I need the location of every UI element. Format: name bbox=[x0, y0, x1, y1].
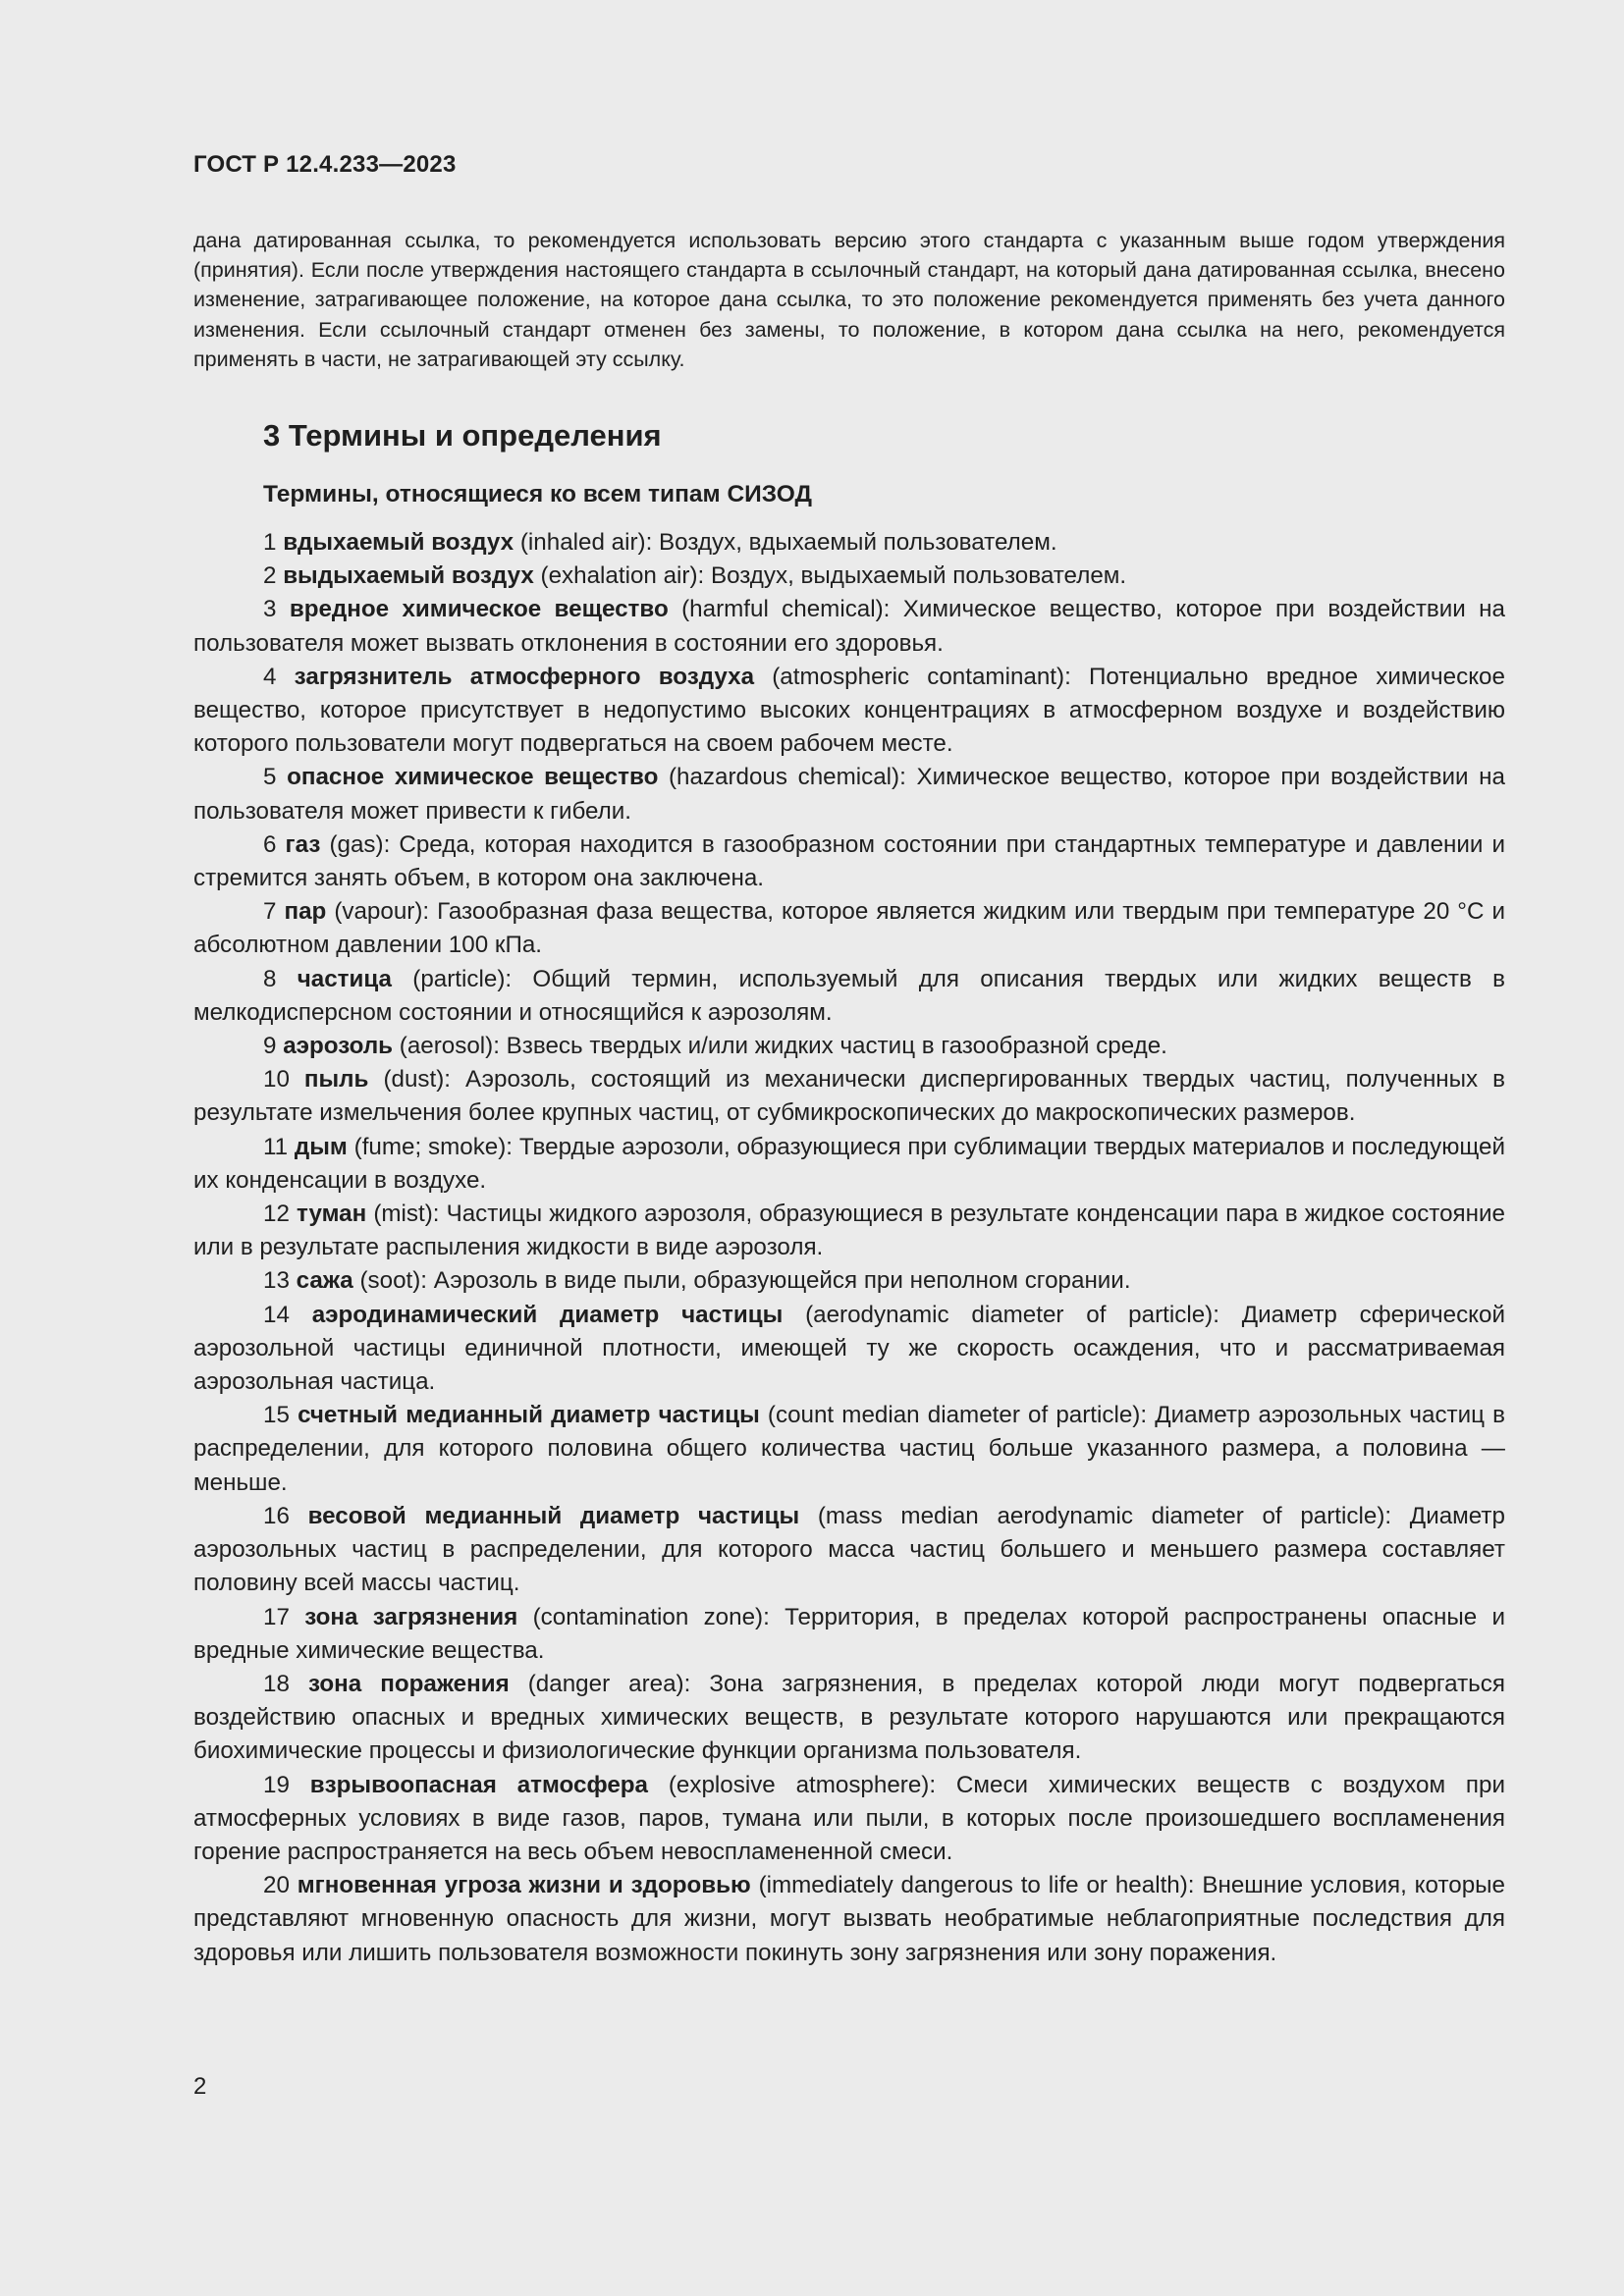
term-entry bbox=[193, 1030, 1505, 1063]
term-definition: (mass median aerodynamic diameter of particle): Диаметр аэрозольных частиц в распределении, для которого масса частиц большего и меньшего размера составляет половину всей массы частиц. bbox=[193, 1502, 1505, 1597]
term-number: 4 bbox=[263, 663, 277, 690]
term-number: 2 bbox=[263, 562, 277, 590]
term-number: 7 bbox=[263, 898, 277, 926]
term-definition: (atmospheric contaminant): Потенциально вредное химическое вещество, которое присутствует в недопустимо высоких концентрациях в атмосферном воздухе и воздействию которого пользователи могут подвергаться на своем рабочем месте. bbox=[193, 663, 1505, 758]
term-definition: (particle): Общий термин, используемый для описания твердых или жидких веществ в мелкодисперсном состоянии и относящийся к аэрозолям. bbox=[193, 965, 1505, 1026]
term-entry bbox=[193, 895, 1505, 962]
term-definition: (explosive atmosphere): Смеси химических веществ с воздухом при атмосферных условиях в виде газов, паров, тумана или пыли, в которых после произошедшего воспламенения горение распространяется на весь объем невоспламененной смеси. bbox=[193, 1771, 1505, 1865]
term-number: 8 bbox=[263, 965, 277, 992]
term-name: пыль bbox=[303, 1066, 369, 1094]
term-name: счетный медианный диаметр частицы bbox=[298, 1402, 760, 1429]
term-number: 3 bbox=[263, 596, 277, 623]
term-name: вдыхаемый воздух bbox=[283, 529, 514, 556]
term-name: опасное химическое вещество bbox=[287, 764, 659, 791]
term-entry bbox=[193, 1500, 1505, 1601]
term-entry bbox=[193, 1668, 1505, 1769]
term-number: 17 bbox=[263, 1603, 290, 1630]
term-name: взрывоопасная атмосфера bbox=[309, 1771, 648, 1798]
term-name: зона поражения bbox=[307, 1670, 510, 1697]
term-name: сажа bbox=[296, 1267, 353, 1295]
section-title: 3 Термины и определения bbox=[263, 418, 662, 453]
term-name: загрязнитель атмосферного воздуха bbox=[294, 663, 755, 690]
term-entry bbox=[193, 1299, 1505, 1400]
standard-id-header: ГОСТ Р 12.4.233—2023 bbox=[193, 151, 457, 178]
term-name: туман bbox=[297, 1201, 367, 1228]
term-entry bbox=[193, 593, 1505, 660]
term-entry bbox=[193, 560, 1505, 593]
term-name: газ bbox=[285, 830, 321, 858]
term-name: мгновенная угроза жизни и здоровью bbox=[297, 1872, 751, 1899]
term-definition: (vapour): Газообразная фаза вещества, которое является жидким или твердым при температуре 20 °С и абсолютном давлении 100 кПа. bbox=[193, 898, 1505, 959]
term-name: частица bbox=[297, 965, 393, 992]
term-name: аэродинамический диаметр частицы bbox=[311, 1301, 784, 1328]
term-definition: (soot): Аэрозоль в виде пыли, образующейся при неполном сгорании. bbox=[359, 1267, 1131, 1295]
term-entry bbox=[193, 1264, 1505, 1298]
term-entry bbox=[193, 1869, 1505, 1970]
term-entry bbox=[193, 1601, 1505, 1668]
term-name: дым bbox=[294, 1133, 348, 1160]
term-definition: (immediately dangerous to life or health): Внешние условия, которые представляют мгновенную опасность для жизни, могут вызвать необратимые неблагоприятные последствия для здоровья или лишить пользователя возможности покинуть зону загрязнения или зону поражения. bbox=[193, 1872, 1505, 1966]
term-definition: (contamination zone): Территория, в пределах которой распространены опасные и вредные химические вещества. bbox=[193, 1603, 1505, 1664]
intro-paragraph: дана датированная ссылка, то рекомендуется использовать версию этого стандарта с указанным выше годом утверждения (принятия). Если после утверждения настоящего стандарта в ссылочный стандарт, на который дана датированная ссылка, внесено изменение, затрагивающее положение, на которое дана ссылка, то это положение рекомендуется применять без учета данного изменения. Если ссылочный стандарт отменен без замены, то положение, в котором дана ссылка на него, рекомендуется применять в части, не затрагивающей эту ссылку. bbox=[193, 229, 1505, 371]
term-entry bbox=[193, 963, 1505, 1030]
term-number: 1 bbox=[263, 529, 277, 556]
term-number: 5 bbox=[263, 764, 277, 791]
term-entry bbox=[193, 761, 1505, 828]
term-name: выдыхаемый воздух bbox=[283, 562, 534, 590]
term-entry bbox=[193, 1399, 1505, 1500]
term-definition: (fume; smoke): Твердые аэрозоли, образующиеся при сублимации твердых материалов и последующей их конденсации в воздухе. bbox=[193, 1133, 1505, 1194]
term-number: 10 bbox=[263, 1066, 290, 1094]
term-entry bbox=[193, 1063, 1505, 1130]
term-entry bbox=[193, 828, 1505, 895]
term-number: 13 bbox=[263, 1267, 290, 1295]
term-number: 6 bbox=[263, 830, 277, 858]
term-name: пар bbox=[284, 898, 327, 926]
term-definition: (hazardous chemical): Химическое вещество, которое при воздействии на пользователя может привести к гибели. bbox=[193, 764, 1505, 825]
term-definition: (inhaled air): Воздух, вдыхаемый пользователем. bbox=[519, 529, 1057, 556]
term-definition: (harmful chemical): Химическое вещество, которое при воздействии на пользователя может вызвать отклонения в состоянии его здоровья. bbox=[193, 596, 1505, 657]
term-name: аэрозоль bbox=[283, 1033, 394, 1060]
term-definition: (danger area): Зона загрязнения, в пределах которой люди могут подвергаться воздействию опасных и вредных химических веществ, в результате которого нарушаются или прекращаются биохимические процессы и физиологические функции организма пользователя. bbox=[193, 1670, 1505, 1765]
term-name: зона загрязнения bbox=[304, 1603, 518, 1630]
page-number: 2 bbox=[193, 2073, 207, 2100]
term-definition: (dust): Аэрозоль, состоящий из механически диспергированных твердых частиц, полученных в результате измельчения более крупных частиц, от субмикроскопических до макроскопических размеров. bbox=[193, 1066, 1505, 1127]
term-definition: (count median diameter of particle): Диаметр аэрозольных частиц в распределении, для которого половина общего количества частиц больше указанного размера, а половина — меньше. bbox=[193, 1402, 1505, 1496]
subsection-title: Термины, относящиеся ко всем типам СИЗОД bbox=[263, 481, 812, 507]
term-number: 9 bbox=[263, 1033, 277, 1060]
term-number: 15 bbox=[263, 1402, 290, 1429]
term-entry bbox=[193, 1198, 1505, 1264]
term-name: весовой медианный диаметр частицы bbox=[307, 1502, 800, 1529]
term-number: 14 bbox=[263, 1301, 290, 1328]
term-number: 12 bbox=[263, 1201, 290, 1228]
term-entry bbox=[193, 1769, 1505, 1870]
term-definition: (exhalation air): Воздух, выдыхаемый пользователем. bbox=[540, 562, 1127, 590]
term-number: 11 bbox=[263, 1133, 289, 1160]
term-entry bbox=[193, 1131, 1505, 1198]
term-definition: (aerodynamic diameter of particle): Диаметр сферической аэрозольной частицы единичной плотности, имеющей ту же скорость осаждения, что и рассматриваемая аэрозольная частица. bbox=[193, 1301, 1505, 1396]
term-definition: (mist): Частицы жидкого аэрозоля, образующиеся в результате конденсации пара в жидкое состояние или в результате распыления жидкости в виде аэрозоля. bbox=[193, 1201, 1505, 1261]
term-name: вредное химическое вещество bbox=[289, 596, 669, 623]
term-definition: (gas): Среда, которая находится в газообразном состоянии при стандартных температуре и давлении и стремится занять объем, в котором она заключена. bbox=[193, 830, 1505, 892]
term-entry bbox=[193, 526, 1505, 560]
term-number: 19 bbox=[263, 1771, 290, 1798]
term-definition: (aerosol): Взвесь твердых и/или жидких частиц в газообразной среде. bbox=[399, 1033, 1167, 1060]
term-entry bbox=[193, 661, 1505, 762]
term-number: 20 bbox=[263, 1872, 290, 1899]
terms-list bbox=[193, 526, 1505, 1970]
term-number: 16 bbox=[263, 1502, 290, 1529]
term-number: 18 bbox=[263, 1670, 290, 1697]
